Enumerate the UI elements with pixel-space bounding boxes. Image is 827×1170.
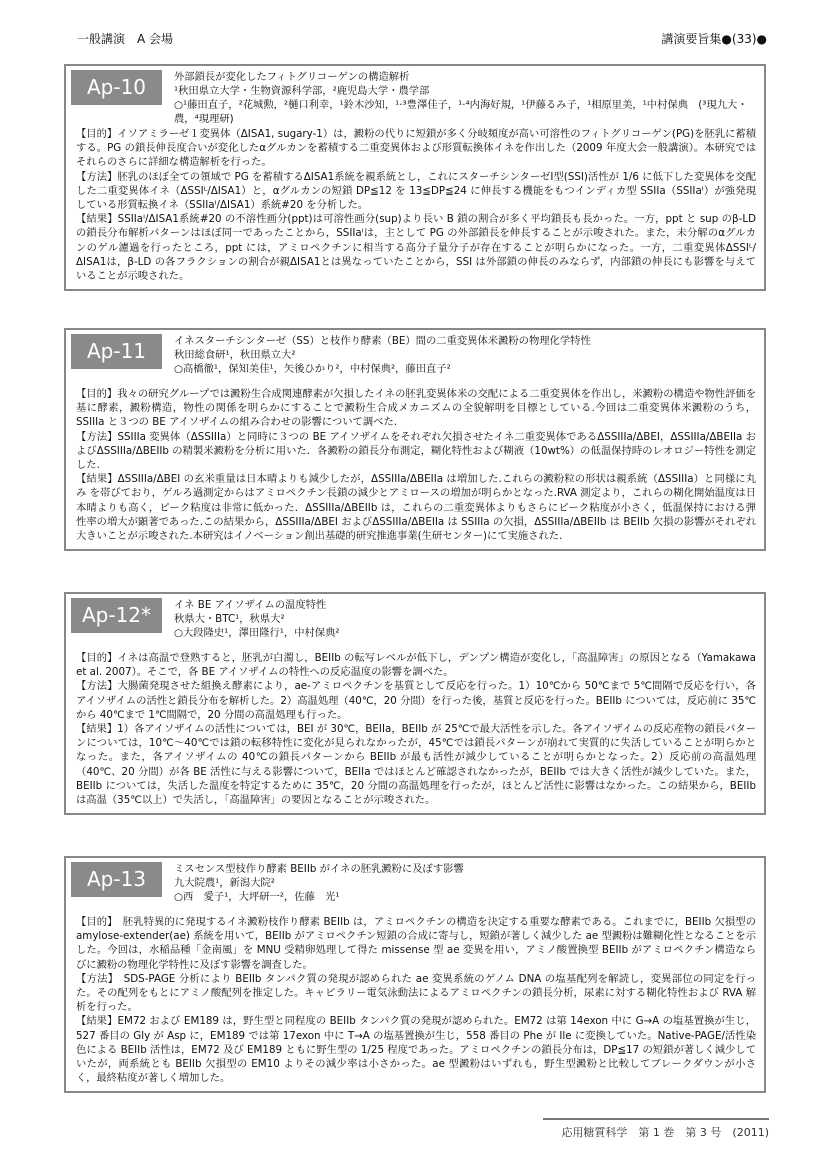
abstract-title: 外部鎖長が変化したフィトグリコーゲンの構造解析 <box>174 71 410 83</box>
abstract-ap-11 <box>64 328 766 551</box>
session-label: 一般講演 A 会場 <box>77 32 174 46</box>
abstract-id-badge: Ap-10 <box>71 70 162 105</box>
abstract-title: イネ BE アイソザイムの温度特性 <box>174 599 327 611</box>
abstract-affiliation: 秋田総食研¹，秋田県立大² <box>174 349 296 361</box>
abstract-body <box>66 914 764 1091</box>
abstract-header <box>66 594 764 650</box>
abstract-id-badge: Ap-13 <box>71 862 162 897</box>
abstract-title: ミスセンス型枝作り酵素 BEIIb がイネの胚乳澱粉に及ぼす影響 <box>174 863 464 875</box>
abstract-result: 【結果】ΔSSIIIa/ΔBEI の玄米重量は日本晴よりも減少したが，ΔSSIIIa/ΔBEIIa は増加した.これらの澱粉粒の形状は親系統（ΔSSIIIa）と同様に丸み を帯びており，ゲルろ過測定からはアミロペクチン長鎖の減少とアミロースの増加が明らかとなった.RVA 測定より，これらの糊化開始温度は日本晴よりも高く，ピーク粘度は非常に低かった．ΔSSIIIa/ΔBEIIb は，これらの二重変異体よりもさらにピーク粘度が小さく，低温保持における弾性率の増大が顕著であった.この結果から，ΔSSIIIa/ΔBEI およびΔSSIIIa/ΔBEIIa は SSIIIa の欠損，ΔSSIIIa/ΔBEIIb は BEIIb 欠損の影響がそれぞれ大きいことが示唆された.本研究はイノベーション創出基礎的研究推進事業(生研センター)にて実施された. <box>76 473 756 543</box>
abstract-affiliation: 九大院農¹，新潟大院² <box>174 877 275 889</box>
abstract-purpose: 【目的】イソアミラーゼ１変異体（ΔISA1, sugary-1）は，澱粉の代りに短鎖が多く分岐頻度が高い可溶性のフィトグリコーゲン(PG)を胚乳に蓄積する。PG の鎖長伸長度合いが変化したαグルカンを蓄積する二重変異体および形質転換体イネを作出した（2009 年度大会一般講演）。本研究ではそれらのさらに詳細な構造解析を行った。 <box>76 128 756 169</box>
abstract-method: 【方法】 SDS-PAGE 分析により BEIIb タンパク質の発現が認められた ae 変異系統のゲノム DNA の塩基配列を解読し，変異部位の同定を行った。その配列をもとにアミノ酸配列を推定した。キャピラリー電気泳動法によるアミロペクチンの鎖長分析，尿素に対する糊化特性および RVA 解析を行った。 <box>76 972 756 1014</box>
abstract-method: 【方法】大腸菌発現させた組換え酵素により，ae-アミロペクチンを基質として反応を行った。1）10℃から 50℃まで 5℃間隔で反応を行い，各アイソザイムの活性と鎖長分布を解析した。2）高温処理（40℃，20 分間）を行った後，基質と反応を行った。BEIIb については，反応前に 35℃から 40℃まで 1℃間隔で，20 分間の高温処理も行った。 <box>76 680 756 721</box>
abstract-body <box>66 386 764 549</box>
abstract-authors: ○高橋徹¹，保知美佳¹，矢後ひかり²，中村保典²，藤田直子² <box>174 363 451 375</box>
abstract-ap-12 <box>64 592 766 815</box>
abstract-body <box>66 126 764 289</box>
abstract-ap-13 <box>64 856 766 1093</box>
abstract-purpose: 【目的】我々の研究グループでは澱粉生合成関連酵素が欠損したイネの胚乳変異体米の交配による二重変異体を作出し，米澱粉の構造や物性評価を基に酵素，澱粉構造，物性の関係を明らかにすることで澱粉生合成メカニズムの全貌解明を目標としている.今回は二重変異体米澱粉のうち，SSIIIa と３つの BE アイソザイムの組み合わせの影響について調べた. <box>76 388 756 429</box>
abstract-affiliation: 秋県大・BTC¹，秋県大² <box>174 613 285 625</box>
abstract-purpose: 【目的】 胚乳特異的に発現するイネ澱粉枝作り酵素 BEIIb は，アミロペクチンの構造を決定する重要な酵素である。これまでに，BEIIb 欠損型の amylose-extender(ae) 系統を用いて，BEIIb がアミロペクチン短鎖の合成に寄与し，短鎖が著しく減少した ae 型澱粉は難糊化性となることを示した。今回は，水稲品種「金南風」を MNU 受精卵処理して得た missense 型 ae 変異を用い，アミノ酸置換型 BEIIb がアミロペクチン構造ならびに澱粉の物理化学特性に及ぼす影響を調査した。 <box>76 916 756 971</box>
abstract-result: 【結果】SSIIaᴵ/ΔISA1系統#20 の不溶性画分(ppt)は可溶性画分(sup)より長い B 鎖の割合が多く平均鎖長も長かった。一方，ppt と sup のβ-LD の鎖長分布解析パターンはほぼ同一であったことから，SSIIaᴵは，主として PG の外部鎖長を伸長することが示唆された。また，未分解のαグルカンのゲル濾過を行ったところ，ppt には，アミロペクチンに相当する高分子量分子が存在することが明らかになった。一方，二重変異体ΔSSIᴸ/ΔISA1は，β-LD の各フラクションの割合が親ΔISA1とは異なっていたことから，SSI は外部鎖の伸長のみならず，内部鎖の伸長にも影響を与えていることが示唆された。 <box>76 213 756 283</box>
abstract-ap-10 <box>64 64 766 291</box>
abstract-title: イネスターチシンターゼ（SS）と枝作り酵素（BE）間の二重変異体米澱粉の物理化学特性 <box>174 335 591 347</box>
proceedings-label: 講演要旨集●(33)● <box>661 32 767 46</box>
journal-footer: 応用糖質科学 第 1 巻 第 3 号 (2011) <box>543 1118 769 1140</box>
page-header <box>77 30 767 48</box>
abstract-purpose: 【目的】イネは高温で登熟すると，胚乳が白濁し，BEIIb の転写レベルが低下し，デンプン構造が変化し，「高温障害」の原因となる（Yamakawa et al. 2007）。そこで，各 BE アイソザイムの特性への反応温度の影響を調べた。 <box>76 652 756 679</box>
abstract-id-badge: Ap-12* <box>71 598 162 633</box>
abstract-id-badge: Ap-11 <box>71 334 162 369</box>
abstract-authors: ○大段隆史¹，澤田隆行¹，中村保典² <box>174 627 340 639</box>
abstract-method: 【方法】胚乳のほぼ全ての領域で PG を蓄積するΔISA1系統を親系統とし，これにスターチシンターゼⅠ型(SSI)活性が 1/6 に低下した変異体を交配した二重変異体イネ（ΔSSIᴸ/ΔISA1）と，αグルカンの短鎖 DP≦12 を 13≦DP≦24 に伸長する機能をもつインディカ型 SSIIa（SSIIaᴵ）が強発現している形質転換イネ（SSIIaᴵ/ΔISA1）系統#20 を分析した。 <box>76 170 756 212</box>
abstract-method: 【方法】SSIIIa 変異体（ΔSSIIIa）と同時に３つの BE アイソザイムをそれぞれ欠損させたイネ二重変異体であるΔSSIIIa/ΔBEI，ΔSSIIIa/ΔBEIIa およびΔSSIIIa/ΔBEIIb の精製米澱粉を分析に用いた．各澱粉の鎖長分布測定，糊化特性および糊液（10wt%）の低温保持時のレオロジー特性を測定した. <box>76 430 756 472</box>
abstract-result: 【結果】1）各アイソザイムの活性については，BEI が 30℃，BEIIa，BEIIb が 25℃で最大活性を示した。各アイソザイムの反応産物の鎖長パターンについては，10℃～40℃では鎖の転移特性に変化が見られなかったが，45℃では鎖長パターンが崩れて実質的に失活していることが明らかとなった。また，各アイソザイムの 40℃の鎖長パターンから BEIIb が最も活性が減少していることが明らかとなった。2）反応前の高温処理（40℃、20 分間）が各 BE 活性に与える影響について，BEIIa ではほとんど確認されなかったが，BEIIb では大きく活性が減少していた。また，BEIIb については，失活した温度を特定するために 35℃，20 分間の高温処理を行ったが，ほとんど活性に影響はなかった。この結果から，BEIIb は高温（35℃以上）で失活し，「高温障害」の要因となることが示唆された。 <box>76 723 756 807</box>
abstract-authors: ○¹藤田直子，²花城勲，²樋口利幸，¹鈴木沙知，¹·³豊澤佳子，¹·⁴内海好規，¹伊藤るみ子，¹相原里美，¹中村保典 (³現九大・農，⁴現理研) <box>174 99 748 125</box>
abstract-affiliation: ¹秋田県立大学・生物資源科学部，²鹿児島大学・農学部 <box>174 85 430 97</box>
abstract-header <box>66 330 764 386</box>
abstract-authors: ○西 愛子¹，大坪研一²，佐藤 光¹ <box>174 891 340 903</box>
abstract-body <box>66 650 764 813</box>
abstract-result: 【結果】EM72 および EM189 は，野生型と同程度の BEIIb タンパク質の発現が認められた。EM72 は第 14exon 中に G→A の塩基置換が生じ，527 番目の Gly が Asp に，EM189 では第 17exon 中に T→A の塩基置換が生じ，558 番目の Phe が Ile に変換していた。Native-PAGE/活性染色による BEIIb 活性は，EM72 及び EM189 ともに野生型の 1/25 程度であった。アミロペクチンの鎖長分布は，DP≦17 の短鎖が著しく減少していたが，両系統とも BEIIb 欠損型の EM10 よりその減少率は小さかった。ae 型澱粉はいずれも，野生型澱粉と比較してブレークダウンが小さく，最終粘度が著しく増加した。 <box>76 1015 756 1085</box>
abstract-header <box>66 66 764 126</box>
abstract-header <box>66 858 764 914</box>
